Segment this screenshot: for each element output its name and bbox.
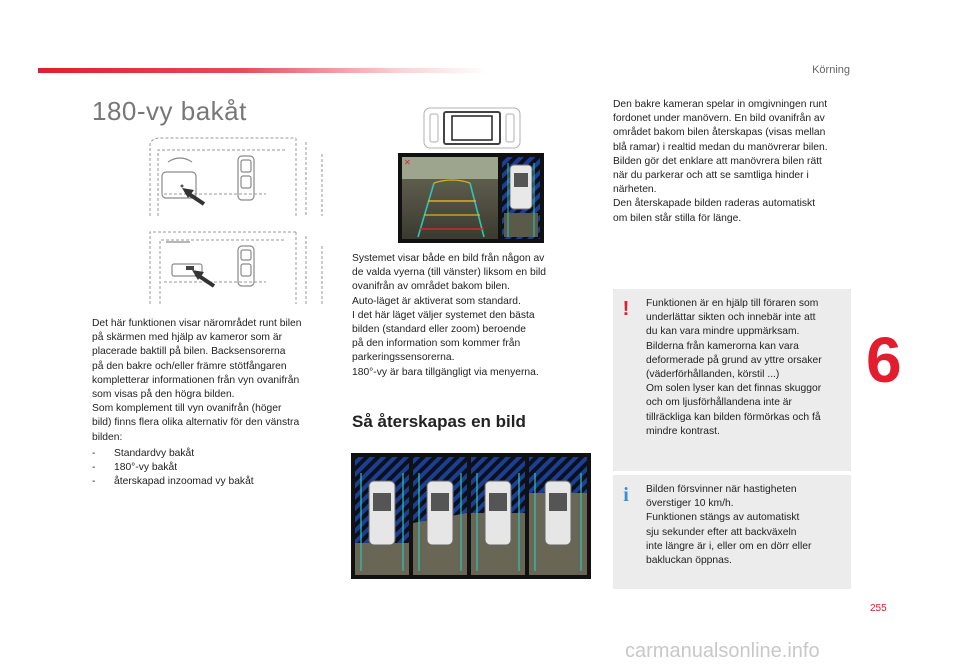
list-item: - återskapad inzoomad vy bakåt [92, 476, 254, 488]
info-note-text: Bilden försvinner när hastigheten överstiger 10 km/h. Funktionen stängs av automatiskt sju sekunder efter att backväxeln inte längre är i, eller om en dörr eller bakluckan öppnas. [646, 484, 812, 567]
warning-icon: ! [622, 298, 630, 320]
view-options-list [92, 447, 342, 490]
reconstruction-image-strip [351, 453, 591, 579]
rear-camera-display [398, 153, 544, 243]
info-note [613, 475, 851, 589]
section-label: Körning [812, 64, 850, 76]
car-rear-illustration-bottom [146, 226, 332, 306]
warning-note-text: Funktionen är en hjälp till föraren som underlättar sikten och innebär inte att du kan vara mindre uppmärksam. Bilderna från kamerorna kan vara deformerade på grund av yttre orsaker (väderförhållanden, körstil ...) Om solen lyser kan det finnas skuggor och om ljusförhållandena inte är tillräckliga kan bilden förmörkas och få mindre kontrast. [646, 298, 822, 437]
list-item: - 180°-vy bakåt [92, 462, 178, 474]
section-subtitle: Så återskapas en bild [352, 412, 526, 431]
dashboard-screen-illustration [422, 104, 522, 152]
header-accent-bar [38, 68, 488, 73]
page-number: 255 [870, 603, 887, 614]
watermark: carmanualsonline.info [625, 640, 820, 662]
list-item: - Standardvy bakåt [92, 448, 195, 459]
page-title: 180-vy bakåt [92, 96, 247, 126]
chapter-number: 6 [866, 324, 902, 396]
intro-paragraph: Det här funktionen visar närområdet runt bilen på skärmen med hjälp av kameror som är placerade baktill på bilen. Backsensorerna på den bakre och/eller främre stötfångaren kompletterar informationen från vyn ovanifrån som visas på den högra bilden. Som komplement till vyn ovanifrån (höger bild) finns flera olika alternativ för den vänstra bilden: [92, 318, 302, 443]
info-icon: i [623, 484, 629, 506]
warning-note [613, 289, 851, 471]
camera-description-paragraph: Den bakre kameran spelar in omgivningen runt fordonet under manövern. En bild ovanifrån av området bakom bilen återskapas (visas mellan blå ramar) i realtid medan du manövrerar bilen. Bilden gör det enklare att manövrera bilen rätt när du parkerar och att se samtliga hinder i närheten. Den återskapade bilden raderas automatiskt om bilen står stilla för länge. [613, 99, 828, 224]
car-rear-illustration-top [146, 134, 332, 220]
svg-text:✕: ✕ [404, 158, 411, 167]
system-description-paragraph: Systemet visar både en bild från någon av de valda vyerna (till vänster) liksom en bild ovanifrån av området bakom bilen. Auto-läget är aktiverat som standard. I det här läget väljer systemet den bästa bilden (standard eller zoom) beroende på den information som kommer från parkeringssensorerna. 180°-vy är bara tillgängligt via menyerna. [352, 253, 547, 378]
